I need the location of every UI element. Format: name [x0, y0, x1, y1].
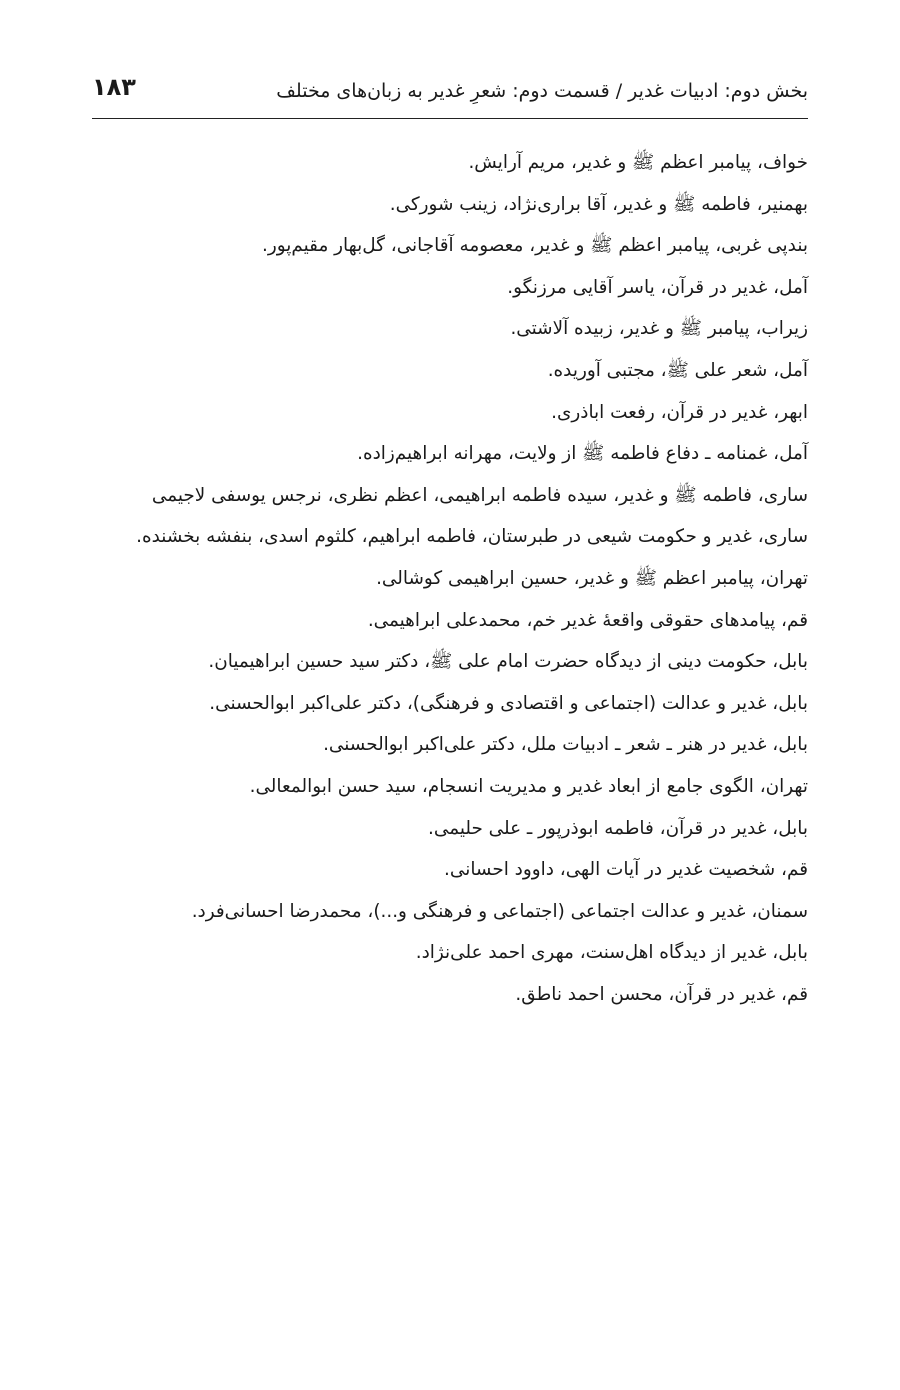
list-item: بابل، غدیر از دیدگاه اهل‌سنت، مهری احمد علی‌نژاد.: [415, 942, 808, 964]
list-item: تهران، الگوی جامع از ابعاد غدیر و مدیریت انسجام، سید حسن ابوالمعالی.: [249, 775, 808, 797]
page-header: [92, 66, 808, 119]
list-item: بابل، حکومت دینی از دیدگاه حضرت امام علی ﷺ، دکتر سید حسین ابراهیمیان.: [208, 651, 808, 673]
list-item: آمل، غدیر در قرآن، یاسر آقایی مرزنگو.: [507, 276, 808, 298]
list-item: قم، شخصیت غدیر در آیات الهی، داوود احسانی.: [444, 859, 808, 881]
running-title: بخش دوم: ادبیات غدیر / قسمت دوم: شعرِ غدیر به زبان‌های مختلف: [276, 80, 808, 102]
list-item: ابهر، غدیر در قرآن، رفعت اباذری.: [551, 401, 808, 423]
list-item: قم، پیامدهای حقوقی واقعهٔ غدیر خم، محمدعلی ابراهیمی.: [367, 609, 808, 631]
list-item: سمنان، غدیر و عدالت اجتماعی (اجتماعی و فرهنگی و...)، محمدرضا احسانی‌فرد.: [191, 900, 808, 922]
page-number: ۱۸۳: [92, 73, 136, 101]
list-item: بندپی غربی، پیامبر اعظم ﷺ و غدیر، معصومه آقاجانی، گل‌بهار مقیم‌پور.: [262, 235, 808, 257]
bibliography-list: [92, 142, 808, 1015]
list-item: بابل، غدیر و عدالت (اجتماعی و اقتصادی و فرهنگی)، دکتر علی‌اکبر ابوالحسنی.: [209, 692, 808, 714]
list-item: بابل، غدیر در هنر ـ شعر ـ ادبیات ملل، دکتر علی‌اکبر ابوالحسنی.: [323, 734, 808, 756]
list-item: قم، غدیر در قرآن، محسن احمد ناطق.: [515, 983, 808, 1005]
list-item: زیراب، پیامبر ﷺ و غدیر، زبیده آلاشتی.: [510, 318, 808, 340]
list-item: تهران، پیامبر اعظم ﷺ و غدیر، حسین ابراهیمی کوشالی.: [376, 567, 808, 589]
list-item: بابل، غدیر در قرآن، فاطمه ابوذرپور ـ علی حلیمی.: [428, 817, 808, 839]
list-item: ساری، غدیر و حکومت شیعی در طبرستان، فاطمه ابراهیم، کلثوم اسدی، بنفشه بخشنده.: [136, 526, 808, 548]
list-item: خواف، پیامبر اعظم ﷺ و غدیر، مریم آرایش.: [468, 152, 808, 173]
list-item: ساری، فاطمه ﷺ و غدیر، سیده فاطمه ابراهیمی، اعظم نظری، نرجس یوسفی لاجیمی: [151, 484, 808, 506]
list-item: آمل، غمنامه ـ دفاع فاطمه ﷺ از ولایت، مهرانه ابراهیم‌زاده.: [357, 443, 808, 465]
list-item: بهمنیر، فاطمه ﷺ و غدیر، آقا براری‌نژاد، زینب شورکی.: [389, 193, 808, 215]
list-item: آمل، شعر علی ﷺ، مجتبی آوریده.: [547, 359, 808, 381]
